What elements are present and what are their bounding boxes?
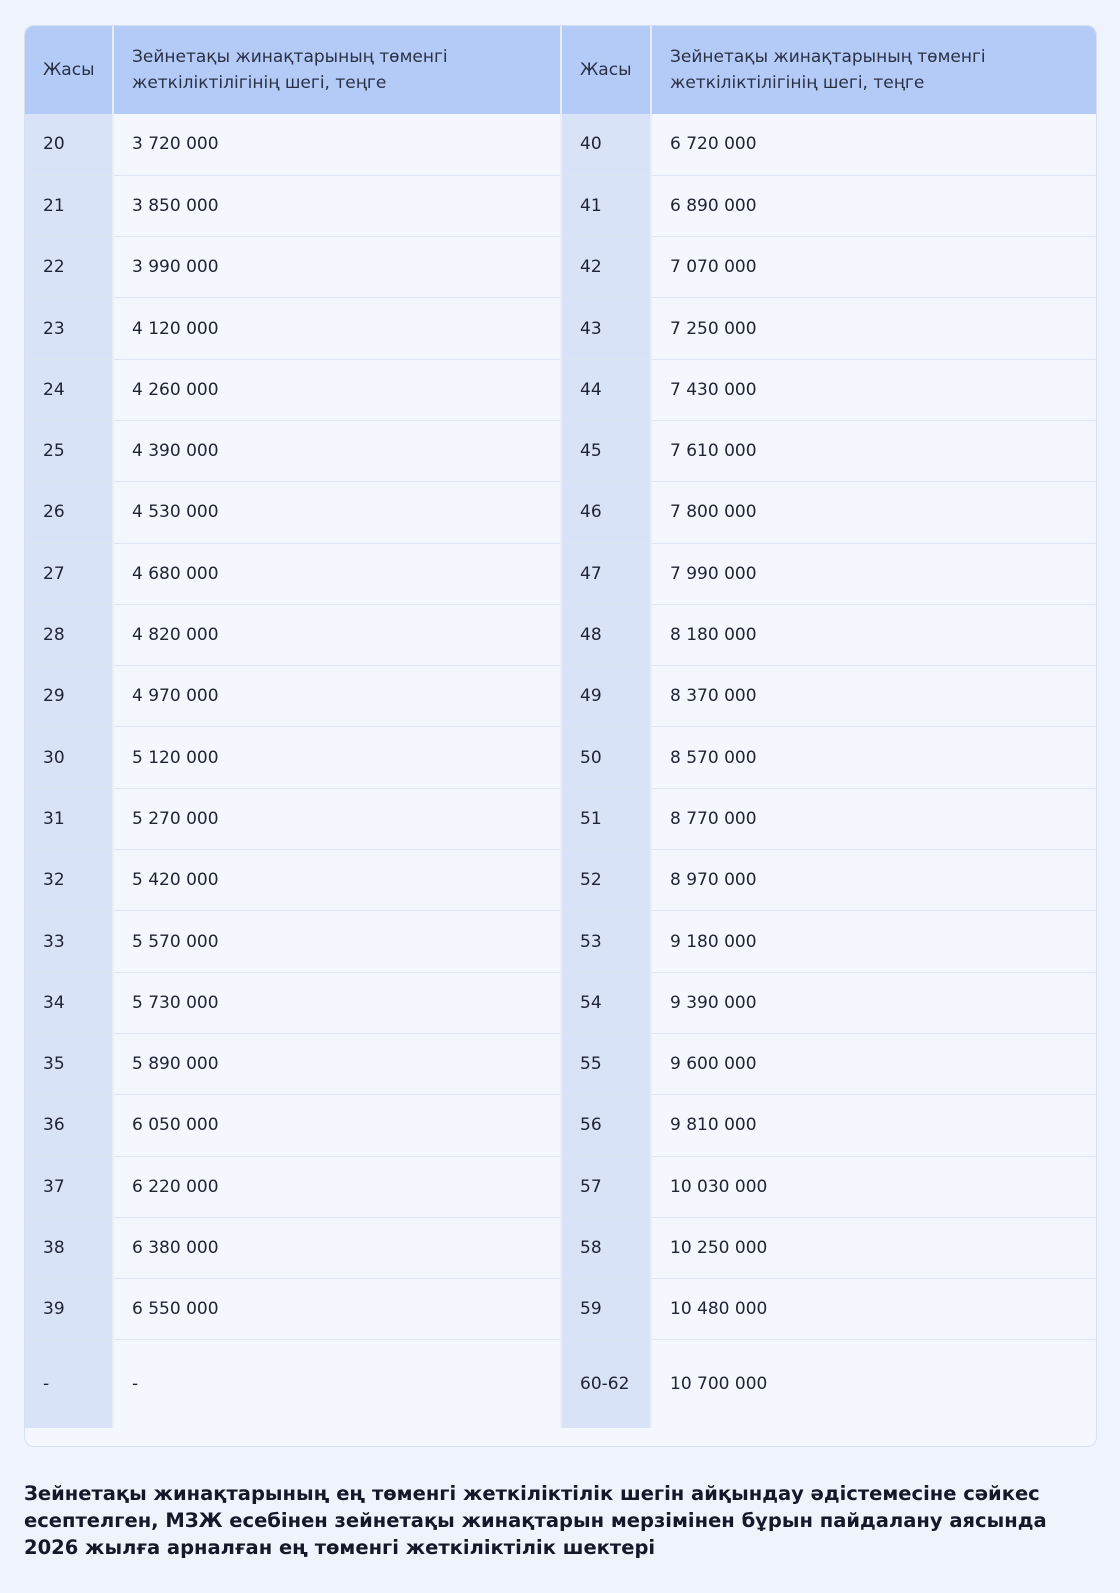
cell-value-right: 7 990 000 <box>651 543 1096 604</box>
table-row <box>25 1156 1096 1217</box>
cell-value-left: 4 530 000 <box>113 482 561 543</box>
table-row <box>25 850 1096 911</box>
cell-value-left: 4 120 000 <box>113 298 561 359</box>
cell-value-left: 5 420 000 <box>113 850 561 911</box>
cell-value-left: 6 550 000 <box>113 1279 561 1340</box>
cell-age-left: 22 <box>25 237 113 298</box>
cell-value-left: 5 570 000 <box>113 911 561 972</box>
table-row <box>25 1279 1096 1340</box>
cell-value-right: 8 570 000 <box>651 727 1096 788</box>
table-caption: Зейнетақы жинақтарының ең төменгі жеткіліктілік шегін айқындау әдістемесіне сәйкес есептелген, МЗЖ есебінен зейнетақы жинақтарын мерзімінен бұрын пайдалану аясында 2026 жылға арналған ең төменгі жеткіліктілік шектері <box>24 1482 1047 1559</box>
cell-age-right: 53 <box>561 911 651 972</box>
cell-age-right: 52 <box>561 850 651 911</box>
cell-value-left: 3 720 000 <box>113 114 561 175</box>
cell-age-right: 55 <box>561 1033 651 1094</box>
cell-value-left: 3 990 000 <box>113 237 561 298</box>
cell-value-left: 3 850 000 <box>113 175 561 236</box>
cell-value-right: 8 970 000 <box>651 850 1096 911</box>
table-row <box>25 666 1096 727</box>
thresholds-table <box>25 26 1096 1428</box>
cell-age-left: 24 <box>25 359 113 420</box>
cell-age-right: 50 <box>561 727 651 788</box>
cell-value-left: 5 890 000 <box>113 1033 561 1094</box>
table-row <box>25 1340 1096 1428</box>
cell-age-right: 40 <box>561 114 651 175</box>
table-row <box>25 175 1096 236</box>
cell-age-right: 43 <box>561 298 651 359</box>
cell-age-right: 59 <box>561 1279 651 1340</box>
cell-age-left: 31 <box>25 788 113 849</box>
table-row <box>25 237 1096 298</box>
table-row <box>25 727 1096 788</box>
cell-age-left: 34 <box>25 972 113 1033</box>
cell-value-left: 4 680 000 <box>113 543 561 604</box>
table-row <box>25 298 1096 359</box>
cell-age-left: 38 <box>25 1217 113 1278</box>
thresholds-table-container <box>24 25 1097 1447</box>
cell-age-right: 45 <box>561 420 651 481</box>
cell-age-left: 25 <box>25 420 113 481</box>
cell-age-left: 28 <box>25 604 113 665</box>
cell-age-right: 56 <box>561 1095 651 1156</box>
cell-age-left: 21 <box>25 175 113 236</box>
table-row <box>25 788 1096 849</box>
cell-value-left: 4 820 000 <box>113 604 561 665</box>
table-row <box>25 604 1096 665</box>
cell-value-right: 7 250 000 <box>651 298 1096 359</box>
cell-age-left: - <box>25 1340 113 1428</box>
cell-age-right: 47 <box>561 543 651 604</box>
cell-age-right: 41 <box>561 175 651 236</box>
cell-value-left: 6 220 000 <box>113 1156 561 1217</box>
cell-age-left: 35 <box>25 1033 113 1094</box>
cell-value-right: 9 390 000 <box>651 972 1096 1033</box>
cell-value-right: 8 180 000 <box>651 604 1096 665</box>
header-age-left: Жасы <box>25 26 113 114</box>
cell-value-right: 10 700 000 <box>651 1340 1096 1428</box>
cell-value-right: 7 070 000 <box>651 237 1096 298</box>
cell-value-right: 7 800 000 <box>651 482 1096 543</box>
header-age-right: Жасы <box>561 26 651 114</box>
cell-value-right: 6 890 000 <box>651 175 1096 236</box>
cell-age-left: 26 <box>25 482 113 543</box>
cell-age-left: 39 <box>25 1279 113 1340</box>
cell-age-right: 49 <box>561 666 651 727</box>
cell-age-left: 27 <box>25 543 113 604</box>
cell-value-right: 8 370 000 <box>651 666 1096 727</box>
cell-age-left: 32 <box>25 850 113 911</box>
cell-value-left: 5 730 000 <box>113 972 561 1033</box>
cell-age-left: 20 <box>25 114 113 175</box>
header-value-left: Зейнетақы жинақтарының төменгі жеткіліктілігінің шегі, теңге <box>113 26 561 114</box>
cell-age-right: 58 <box>561 1217 651 1278</box>
header-value-right: Зейнетақы жинақтарының төменгі жеткіліктілігінің шегі, теңге <box>651 26 1096 114</box>
cell-value-left: - <box>113 1340 561 1428</box>
cell-age-right: 48 <box>561 604 651 665</box>
cell-value-right: 9 180 000 <box>651 911 1096 972</box>
cell-value-right: 8 770 000 <box>651 788 1096 849</box>
cell-age-right: 54 <box>561 972 651 1033</box>
cell-age-left: 36 <box>25 1095 113 1156</box>
cell-value-right: 10 250 000 <box>651 1217 1096 1278</box>
cell-value-right: 9 600 000 <box>651 1033 1096 1094</box>
cell-value-right: 10 480 000 <box>651 1279 1096 1340</box>
cell-age-left: 37 <box>25 1156 113 1217</box>
table-row <box>25 972 1096 1033</box>
cell-age-left: 23 <box>25 298 113 359</box>
table-row <box>25 420 1096 481</box>
cell-age-right: 51 <box>561 788 651 849</box>
cell-age-right: 60-62 <box>561 1340 651 1428</box>
table-row <box>25 543 1096 604</box>
cell-value-left: 4 390 000 <box>113 420 561 481</box>
table-row <box>25 359 1096 420</box>
cell-age-left: 29 <box>25 666 113 727</box>
cell-value-left: 6 380 000 <box>113 1217 561 1278</box>
cell-age-left: 30 <box>25 727 113 788</box>
table-row <box>25 1095 1096 1156</box>
table-row <box>25 482 1096 543</box>
cell-age-right: 44 <box>561 359 651 420</box>
cell-value-left: 6 050 000 <box>113 1095 561 1156</box>
table-row <box>25 114 1096 175</box>
cell-value-right: 9 810 000 <box>651 1095 1096 1156</box>
cell-value-left: 5 270 000 <box>113 788 561 849</box>
table-header-row <box>25 26 1096 114</box>
cell-age-right: 46 <box>561 482 651 543</box>
cell-value-right: 7 610 000 <box>651 420 1096 481</box>
cell-value-right: 10 030 000 <box>651 1156 1096 1217</box>
cell-value-left: 4 260 000 <box>113 359 561 420</box>
table-body <box>25 114 1096 1428</box>
cell-value-right: 6 720 000 <box>651 114 1096 175</box>
table-row <box>25 1217 1096 1278</box>
cell-value-left: 4 970 000 <box>113 666 561 727</box>
cell-age-right: 42 <box>561 237 651 298</box>
cell-value-left: 5 120 000 <box>113 727 561 788</box>
table-row <box>25 911 1096 972</box>
cell-age-right: 57 <box>561 1156 651 1217</box>
cell-age-left: 33 <box>25 911 113 972</box>
cell-value-right: 7 430 000 <box>651 359 1096 420</box>
table-row <box>25 1033 1096 1094</box>
